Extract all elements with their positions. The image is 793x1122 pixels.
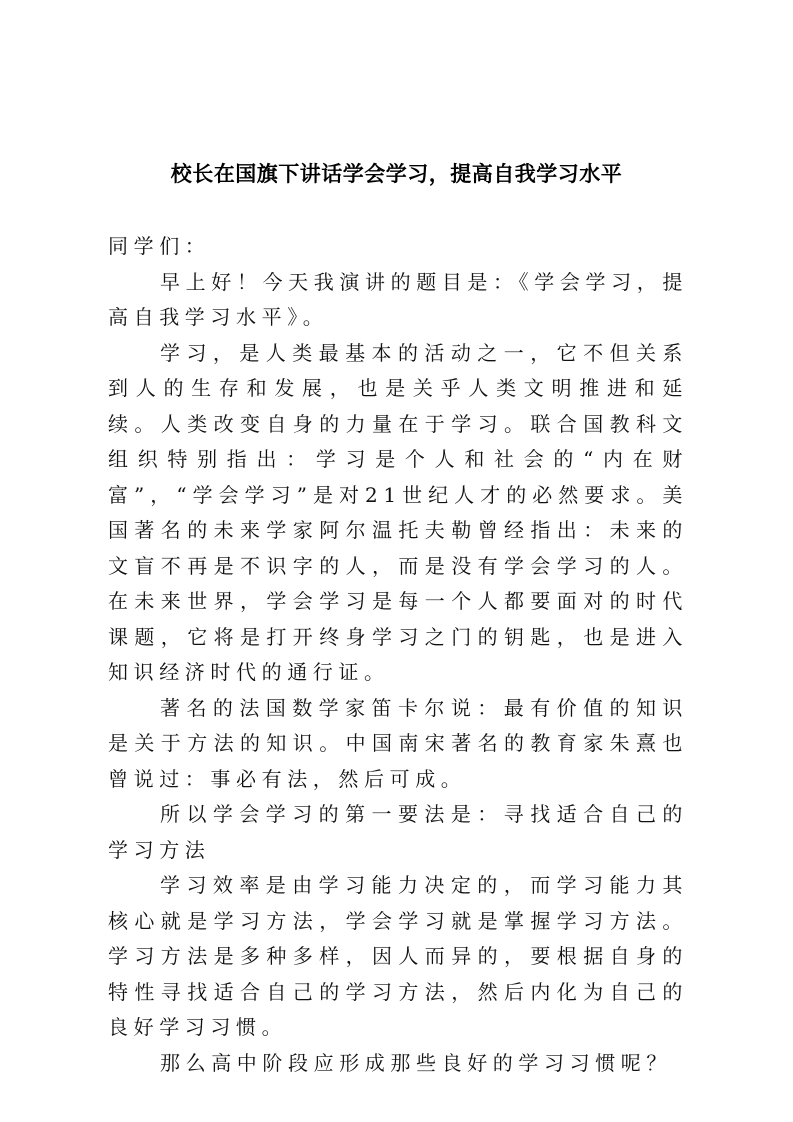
paragraph-greeting: 早上好！今天我演讲的题目是：《学会学习，提高自我学习水平》。 bbox=[108, 269, 688, 329]
paragraph-importance-of-learning: 学习，是人类最基本的活动之一，它不但关系到人的生存和发展，也是关乎人类文明推进和延续。人类改变自身的力量在于学习。联合国教科文组织特别指出：学习是个人和社会的“内在财富”，“学会学习”是对21世纪人才的必然要求。美国著名的未来学家阿尔温托夫勒曾经指出：未来的文盲不再是不识字的人，而是没有学会学习的人。在未来世界，学会学习是每一个人都要面对的时代课题，它将是打开终身学习之门的钥匙，也是进入知识经济时代的通行证。 bbox=[108, 340, 688, 684]
paragraph-first-method: 所以学会学习的第一要法是：寻找适合自己的学习方法 bbox=[108, 802, 688, 862]
document-title: 校长在国旗下讲话学会学习，提高自我学习水平 bbox=[170, 162, 623, 186]
salutation: 同学们： bbox=[108, 234, 211, 258]
paragraph-question: 那么高中阶段应形成那些良好的学习习惯呢？ bbox=[160, 1050, 672, 1075]
paragraph-descartes-quote: 著名的法国数学家笛卡尔说：最有价值的知识是关于方法的知识。中国南宋著名的教育家朱熹也曾说过：事必有法，然后可成。 bbox=[108, 695, 688, 791]
paragraph-learning-efficiency: 学习效率是由学习能力决定的，而学习能力其核心就是学习方法，学会学习就是掌握学习方法。学习方法是多种多样，因人而异的，要根据自身的特性寻找适合自己的学习方法，然后内化为自己的良好学习习惯。 bbox=[108, 873, 688, 1039]
document-body bbox=[108, 229, 688, 1081]
